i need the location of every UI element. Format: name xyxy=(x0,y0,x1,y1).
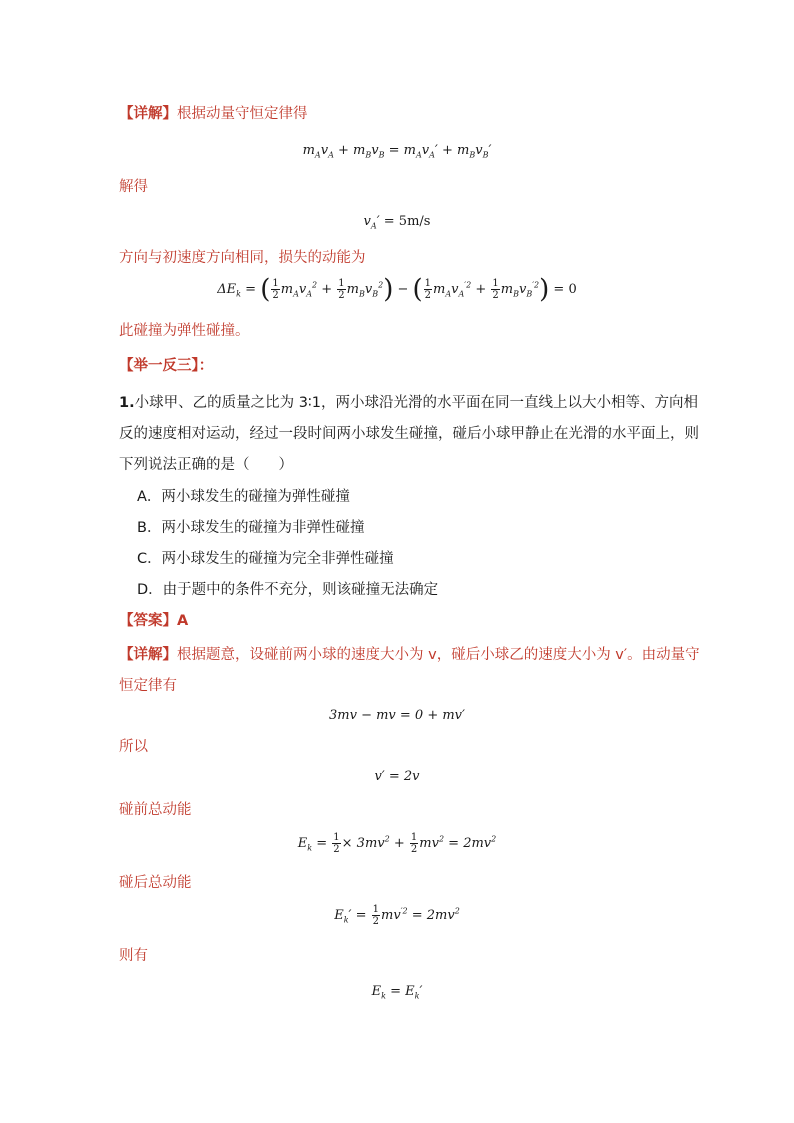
detail2-line-1 xyxy=(119,645,700,665)
detail-heading xyxy=(119,104,308,124)
detail2-text-1: 根据题意，设碰前两小球的速度大小为 v，碰后小球乙的速度大小为 v′。由动量守 xyxy=(177,647,700,663)
detail-text: 根据动量守恒定律得 xyxy=(177,106,308,122)
velocity-value: 5m/s xyxy=(398,214,431,229)
answer-value: A xyxy=(177,613,189,629)
solve-label: 解得 xyxy=(119,179,148,195)
direction-text: 方向与初速度方向相同，损失的动能为 xyxy=(119,250,366,266)
velocity-eq: v′ = 2v xyxy=(374,769,420,784)
question-text-1: 小球甲、乙的质量之比为 3∶1，两小球沿光滑的水平面在同一直线上以大小相等、方向相 xyxy=(134,395,698,411)
option-c: C．两小球发生的碰撞为完全非弹性碰撞 xyxy=(137,551,394,567)
answer-line xyxy=(119,611,188,631)
question-line-2: 反的速度相对运动，经过一段时间两小球发生碰撞，碰后小球甲静止在光滑的水平面上，则 xyxy=(119,426,699,442)
so-label: 所以 xyxy=(119,739,148,755)
section-title: 【举一反三】： xyxy=(119,358,214,374)
detail2-line-2: 恒定律有 xyxy=(119,678,177,694)
option-b: B．两小球发生的碰撞为非弹性碰撞 xyxy=(137,520,365,536)
option-d: D．由于题中的条件不充分，则该碰撞无法确定 xyxy=(137,582,439,598)
after-label: 碰后总动能 xyxy=(119,875,192,891)
velocity-result: $v_A' = 5m/s$ xyxy=(363,214,431,231)
option-a: A．两小球发生的碰撞为弹性碰撞 xyxy=(137,489,350,505)
elastic-text: 此碰撞为弹性碰撞。 xyxy=(119,323,250,339)
before-label: 碰前总动能 xyxy=(119,802,192,818)
momentum-eq-2: 3mv − mv = 0 + mv′ xyxy=(329,708,465,723)
kinetic-loss-equation: $\Delta E_k$ = ( $\frac{1}{2}$ $m_Av_A^2$ + $\frac{1}{2}$ $m_Bv_B^2$) − ( $\frac{1}{2}$ $m_Av_A^{'2}$ + $\frac{1}{2}$ $m_Bv_B^{'2}) = 0$ xyxy=(217,274,577,305)
question-number: 1. xyxy=(119,395,135,411)
answer-tag: 【答案】 xyxy=(119,613,177,629)
kinetic-before-eq: $E_k$ = $\frac{1}{2}$ × $3mv^2$ + $\frac{1}{2}$ $mv^2 = 2mv^2$ xyxy=(297,832,497,855)
loss-result: = 0 xyxy=(553,282,577,297)
question-line-1 xyxy=(119,393,698,413)
momentum-equation: $m_Av_A + m_Bv_B = m_Av_A' + m_Bv_B'$ xyxy=(302,143,492,160)
kinetic-after-eq: $E_k'$ = $\frac{1}{2}$ $mv^{'2} = 2mv^2$ xyxy=(334,904,460,927)
detail-tag: 【详解】 xyxy=(119,106,177,122)
energy-equality-eq: $E_k = E_k'$ xyxy=(371,984,423,1001)
then-label: 则有 xyxy=(119,948,148,964)
question-line-3: 下列说法正确的是（ ） xyxy=(119,457,293,473)
detail2-tag: 【详解】 xyxy=(119,647,177,663)
